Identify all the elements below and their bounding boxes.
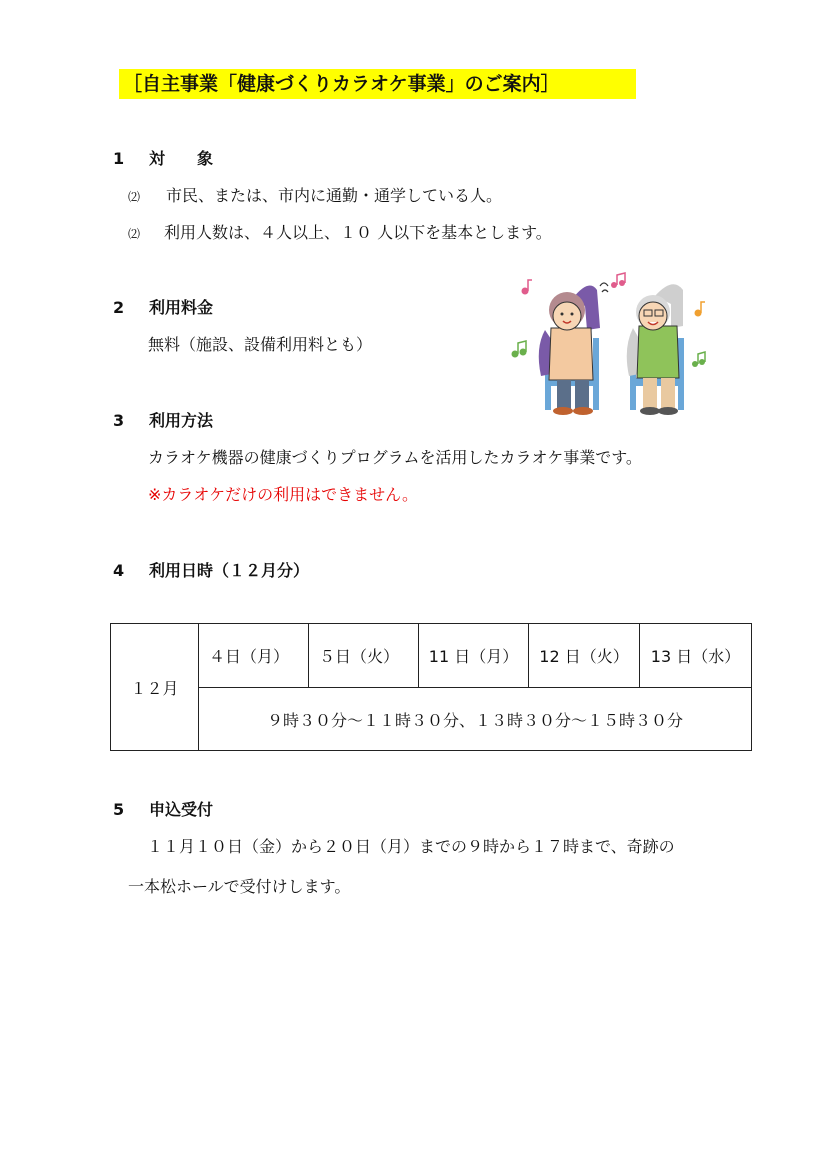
list-marker: ⑵ [128, 227, 141, 241]
section-number: 1 [113, 149, 125, 168]
month-cell: １２月 [111, 624, 199, 751]
date-cell: ４日（月） [199, 624, 309, 688]
list-item-text: 市民、または、市内に通勤・通学している人。 [166, 186, 503, 205]
list-item [128, 220, 552, 243]
section-title: 対 象 [149, 149, 214, 168]
section-5-heading [113, 797, 213, 820]
section-title: 利用料金 [149, 298, 214, 317]
elderly-woman-figure [539, 286, 600, 416]
section-title: 申込受付 [149, 800, 214, 819]
usage-note: ※カラオケだけの利用はできません。 [148, 485, 419, 504]
usage-text: カラオケ機器の健康づくりプログラムを活用したカラオケ事業です。 [148, 448, 642, 467]
application-text-line-1: １１月１０日（金）から２０日（月）までの９時から１７時まで、奇跡の [147, 837, 675, 856]
list-item [128, 183, 502, 206]
section-number: 5 [113, 800, 125, 819]
section-4-heading [113, 558, 309, 581]
section-title: 利用方法 [149, 411, 214, 430]
section-3-heading [113, 408, 213, 431]
section-number: 4 [113, 561, 125, 580]
application-text-line-2: 一本松ホールで受付けします。 [128, 877, 351, 896]
section-2-heading [113, 295, 213, 318]
list-marker: ⑵ [128, 190, 141, 204]
section-title: 利用日時（１２月分） [149, 561, 310, 580]
time-cell: ９時３０分～１１時３０分、１３時３０分～１５時３０分 [199, 688, 752, 751]
date-cell: 11 日（月） [419, 624, 529, 688]
fee-text: 無料（施設、設備利用料とも） [148, 335, 373, 354]
schedule-table [110, 623, 752, 751]
section-1-heading [113, 146, 213, 169]
elderly-exercise-illustration [505, 268, 720, 418]
elderly-man-figure [627, 284, 684, 415]
date-cell: ５日（火） [309, 624, 419, 688]
section-number: 2 [113, 298, 125, 317]
page-title: ［自主事業「健康づくりカラオケ事業」のご案内］ [119, 69, 636, 99]
date-cell: 12 日（火） [529, 624, 640, 688]
list-item-text: 利用人数は、４人以上、１０ 人以下を基本とします。 [164, 223, 552, 242]
date-cell: 13 日（水） [640, 624, 752, 688]
section-number: 3 [113, 411, 125, 430]
